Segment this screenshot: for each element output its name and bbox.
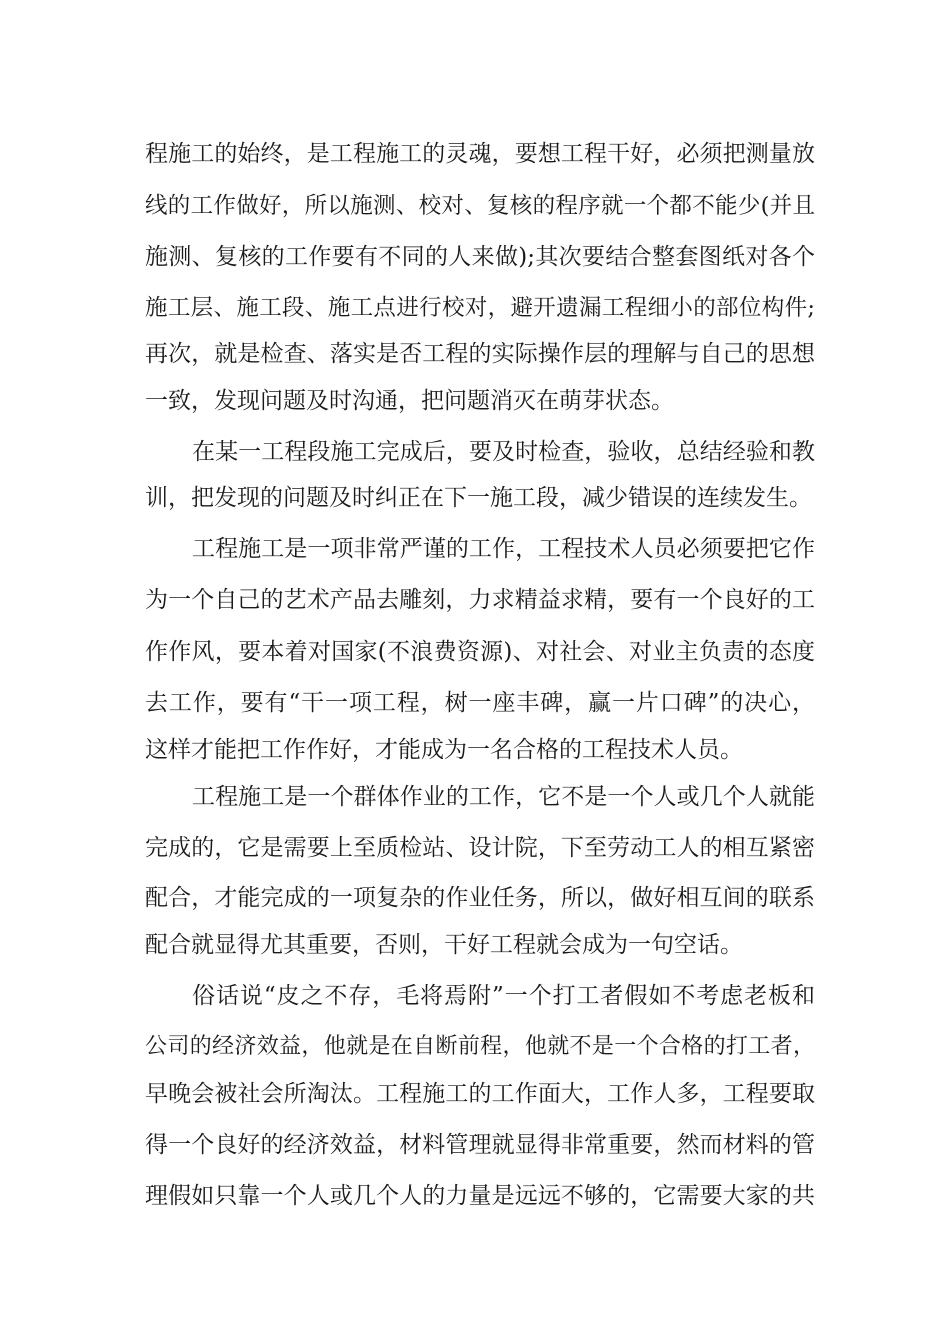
text-line-12: 去工作，要有“干一项工程，树一座丰碑，赢一片口碑”的决心， [145,690,815,716]
text-line-6: 一致，发现问题及时沟通，把问题消灭在萌芽状态。 [145,388,674,414]
text-line-21: 得一个良好的经济效益，材料管理就显得非常重要，然而材料的管 [145,1132,815,1158]
text-line-15: 完成的，它是需要上至质检站、设计院，下至劳动工人的相互紧密 [145,835,815,861]
text-line-13: 这样才能把工作作好，才能成为一名合格的工程技术人员。 [145,737,743,763]
text-line-4: 施工层、施工段、施工点进行校对，避开遗漏工程细小的部位构件; [145,295,815,321]
text-line-17: 配合就显得尤其重要，否则，干好工程就会成为一句空话。 [145,932,743,958]
text-line-19: 公司的经济效益，他就是在自断前程，他就不是一个合格的打工者， [145,1034,815,1059]
text-line-11: 作作风，要本着对国家(不浪费资源)、对社会、对业主负责的态度 [145,639,815,665]
text-line-9: 工程施工是一项非常严谨的工作，工程技术人员必须要把它作 [192,536,815,562]
text-line-1: 程施工的始终，是工程施工的灵魂，要想工程干好，必须把测量放 [145,141,815,167]
text-line-14: 工程施工是一个群体作业的工作，它不是一个人或几个人就能 [192,784,815,810]
text-line-16: 配合，才能完成的一项复杂的作业任务，所以，做好相互间的联系 [145,885,815,911]
text-line-18: 俗话说“皮之不存，毛将焉附”一个打工者假如不考虑老板和 [192,983,815,1009]
text-line-7: 在某一工程段施工完成后，要及时检查，验收，总结经验和教 [192,439,815,465]
text-line-22: 理假如只靠一个人或几个人的力量是远远不够的，它需要大家的共 [145,1183,815,1209]
text-line-3: 施测、复核的工作要有不同的人来做);其次要结合整套图纸对各个 [145,244,815,270]
text-line-20: 早晚会被社会所淘汰。工程施工的工作面大，工作人多，工程要取 [145,1081,815,1107]
text-line-2: 线的工作做好，所以施测、校对、复核的程序就一个都不能少(并且 [145,193,815,219]
text-line-8: 训，把发现的问题及时纠正在下一施工段，减少错误的连续发生。 [145,485,812,511]
text-line-5: 再次，就是检查、落实是否工程的实际操作层的理解与自己的思想 [145,341,815,367]
text-line-10: 为一个自己的艺术产品去雕刻，力求精益求精，要有一个良好的工 [145,587,815,613]
